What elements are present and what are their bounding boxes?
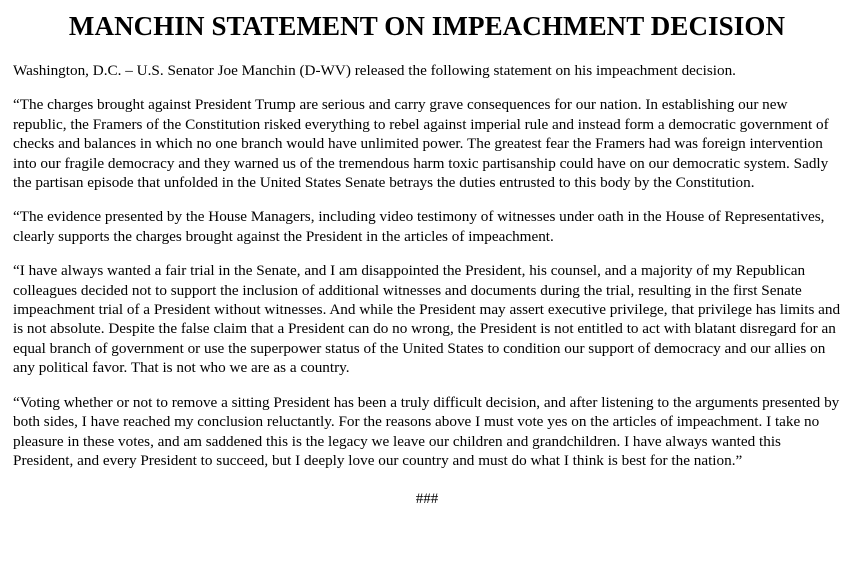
statement-paragraph-charges: “The charges brought against President Trump are serious and carry grave consequences for our nation. In establishing our new republic, the Framers of the Constitution risked everything to rebel against imperial rule and instead form a democratic government of checks and balances in which no one branch would have unlimited power. The greatest fear the Framers had was foreign intervention into our fragile democracy and they warned us of the tremendous harm toxic partisanship could have on our democratic system. Sadly the partisan episode that unfolded in the United States Senate betrays the duties entrusted to this body by the Constitution.	[13, 96, 829, 192]
statement-paragraph-evidence: “The evidence presented by the House Managers, including video testimony of witnesses under oath in the House of Representatives, clearly supports the charges brought against the President in the articles of impeachment.	[13, 208, 825, 245]
end-of-release-mark: ###	[415, 491, 439, 508]
statement-paragraph-vote: “Voting whether or not to remove a sitting President has been a truly difficult decision, and after listening to the arguments presented by both sides, I have reached my conclusion reluctantly. For the reasons above I must vote yes on the articles of impeachment. I take no pleasure in these votes, and am saddened this is the legacy we leave our children and grandchildren. I have always wanted this President, and every President to succeed, but I deeply love our country and must do what I think is best for the nation.”	[13, 393, 840, 469]
statement-title: MANCHIN STATEMENT ON IMPEACHMENT DECISION	[68, 11, 786, 41]
dateline-paragraph: Washington, D.C. – U.S. Senator Joe Manchin (D-WV) released the following statement on his impeachment decision.	[13, 62, 736, 79]
statement-paragraph-fair-trial: “I have always wanted a fair trial in the Senate, and I am disappointed the President, his counsel, and a majority of my Republican colleagues decided not to support the inclusion of additional witnesses and documents during the trial, resulting in the first Senate impeachment trial of a President without witnesses. And while the President may assert executive privilege, that privilege has limits and is not absolute. Despite the false claim that a President can do no wrong, the President is not entitled to act with blatant disregard for an equal branch of government or use the superpower status of the United States to condition our support of democracy and our allies on any political favor. That is not who we are as a country.	[13, 262, 841, 377]
